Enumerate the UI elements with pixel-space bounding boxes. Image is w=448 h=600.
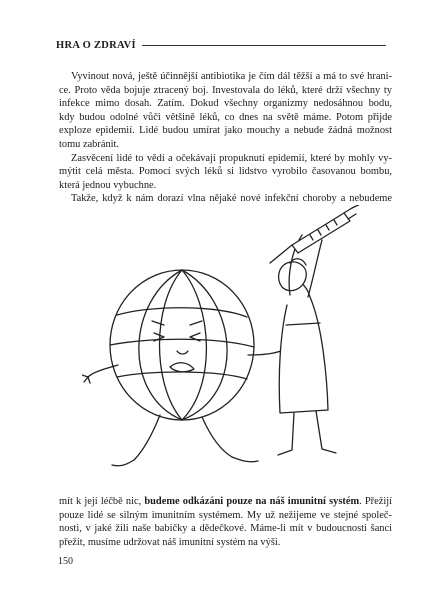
doctor-coat bbox=[279, 275, 328, 413]
text-fragment: . Přežijí bbox=[359, 496, 392, 507]
text-line: tomu zabránit. bbox=[59, 138, 120, 150]
body-text-top bbox=[59, 70, 392, 206]
text-line: Zasvěcení lidé to vědí a očekávají propuknutí epidemií, které by mohly vy- bbox=[71, 152, 392, 164]
text-fragment: mít k její léčbě nic, bbox=[59, 496, 145, 507]
running-header-title: HRA O ZDRAVÍ bbox=[56, 40, 136, 51]
body-text-bottom bbox=[59, 495, 392, 549]
emphasized-phrase: budeme odkázáni pouze na náš imunitní systém bbox=[144, 496, 360, 507]
text-line: infekce mimo dosah. Zatím. Dokud všechny organizmy nedosáhnou bodu, bbox=[59, 98, 392, 110]
text-line: exploze epidemií. Lidé budou umírat jako mouchy a nebude žádná možnost bbox=[59, 125, 392, 137]
text-line: Vyvinout nová, ještě účinnější antibiotika je čím dál těžší a má to své hrani- bbox=[71, 71, 392, 82]
text-line: mýtit celá města. Pomocí svých léků si lidstvo vyrobilo časovanou bombu, bbox=[59, 166, 392, 178]
text-line: pouze lidé se silným imunitním systémem. My už nežijeme ve stejné společ- bbox=[59, 509, 392, 521]
text-line: kdy budou odolné vůči většině léků, co dnes na světě máme. Potom přijde bbox=[59, 111, 392, 123]
globe-body bbox=[110, 270, 254, 420]
cartoon-illustration bbox=[82, 205, 382, 475]
text-line: ce. Proto věda bojuje ztracený boj. Investovala do léků, které drží všechny ty bbox=[59, 84, 392, 96]
text-line: nosti, v jaké žili naše babičky a dědečkové. Máme-li mít v budoucnosti šanci bbox=[59, 523, 392, 535]
text-line-emphasis bbox=[59, 495, 392, 509]
running-header bbox=[56, 40, 386, 51]
text-line: která jednou vybuchne. bbox=[59, 179, 157, 191]
globe-injection-drawing bbox=[82, 205, 382, 475]
text-line: přežít, musíme udržovat náš imunitní systém na výši. bbox=[59, 536, 281, 548]
page-number: 150 bbox=[58, 556, 73, 567]
header-rule bbox=[142, 45, 386, 46]
text-line: Takže, když k nám dorazí vlna nějaké nové infekční choroby a nebudeme bbox=[71, 193, 392, 205]
